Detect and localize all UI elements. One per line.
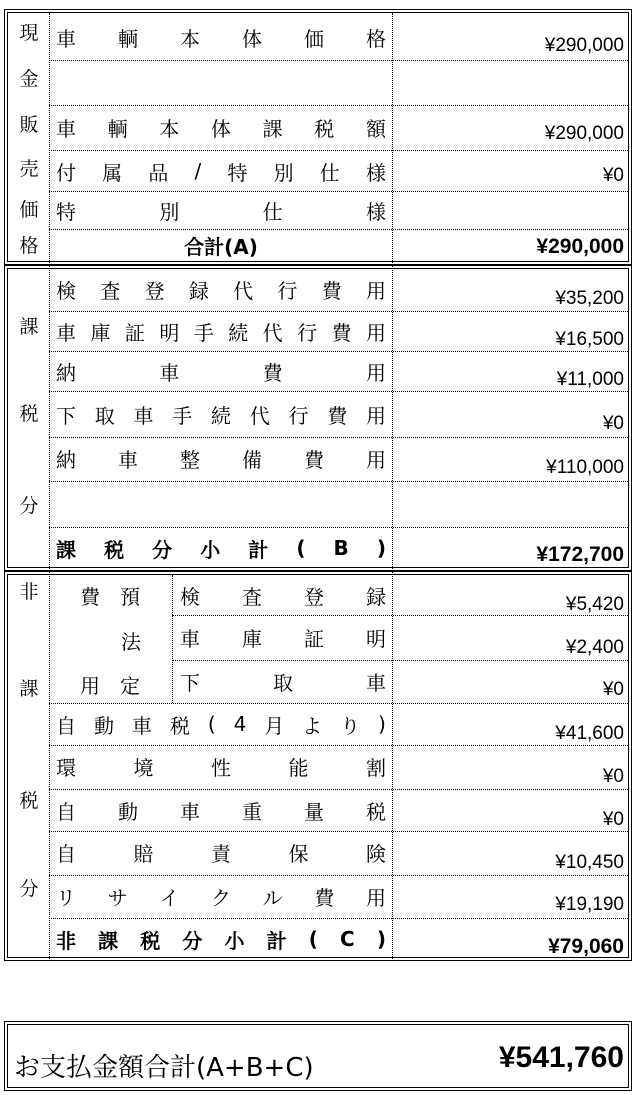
side-char: 価 bbox=[19, 199, 39, 221]
row-label: 車 庫 証 明 手 続 代 行 費 用 bbox=[56, 320, 386, 345]
row-label: 車 庫 証 明 bbox=[180, 626, 386, 651]
row-label: 検 査 登 録 代 行 費 用 bbox=[56, 278, 386, 303]
row-label: 自 賠 責 保 険 bbox=[56, 841, 386, 866]
side-char: 税 bbox=[19, 790, 39, 812]
row-value: ¥35,200 bbox=[555, 288, 624, 309]
row-label: 特 別 仕 様 bbox=[56, 199, 386, 224]
side-char: 金 bbox=[19, 68, 39, 90]
row-value: ¥10,450 bbox=[555, 852, 624, 873]
side-char: 課 bbox=[19, 316, 39, 338]
side-char: 格 bbox=[19, 235, 39, 257]
subtotal-a-value: ¥290,000 bbox=[536, 235, 624, 258]
side-char: 分 bbox=[19, 878, 39, 900]
group-label-divider bbox=[172, 575, 173, 703]
group-label-line: 法 bbox=[121, 629, 141, 654]
row-value: ¥290,000 bbox=[544, 35, 624, 56]
row-value: ¥0 bbox=[602, 809, 624, 830]
row-value: ¥0 bbox=[602, 413, 624, 434]
grand-total-value: ¥541,760 bbox=[498, 1041, 624, 1074]
row-value: ¥41,600 bbox=[555, 723, 624, 744]
side-char: 現 bbox=[19, 22, 39, 44]
side-char: 課 bbox=[19, 678, 39, 700]
row-label: 検 査 登 録 bbox=[180, 584, 386, 609]
side-char: 税 bbox=[19, 403, 39, 425]
side-char: 販 bbox=[19, 114, 39, 136]
row-label bbox=[56, 486, 386, 520]
row-label bbox=[56, 64, 386, 98]
row-value: ¥19,190 bbox=[555, 894, 624, 915]
row-label: 車 輌 本 体 課 税 額 bbox=[56, 116, 386, 141]
row-label: 付 属 品 / 特 別 仕 様 bbox=[56, 159, 386, 185]
value-column-divider bbox=[392, 13, 393, 961]
row-value: ¥0 bbox=[602, 679, 624, 700]
subtotal-b-label: 課 税 分 小 計 ( B ) bbox=[56, 536, 386, 562]
subtotal-c-value: ¥79,060 bbox=[548, 935, 624, 958]
side-char: 売 bbox=[19, 158, 39, 180]
subtotal-a-label: 合計(A) bbox=[184, 234, 258, 259]
row-value: ¥0 bbox=[602, 766, 624, 787]
row-value: ¥0 bbox=[602, 165, 624, 186]
row-label: 環 境 性 能 割 bbox=[56, 755, 386, 780]
row-label: 自 動 車 税 ( 4 月 よ り ) bbox=[56, 712, 386, 738]
row-label: 自 動 車 重 量 税 bbox=[56, 799, 386, 824]
group-label-line: 用 定 bbox=[80, 673, 140, 698]
subtotal-b-value: ¥172,700 bbox=[536, 543, 624, 566]
side-label-divider bbox=[49, 13, 50, 961]
row-value: ¥290,000 bbox=[544, 123, 624, 144]
side-char: 分 bbox=[19, 495, 39, 517]
row-value: ¥11,000 bbox=[556, 369, 624, 390]
row-label: 納 車 整 備 費 用 bbox=[56, 447, 386, 472]
grand-total-label: お支払金額合計(A+B+C) bbox=[14, 1053, 314, 1083]
row-value: ¥5,420 bbox=[565, 594, 624, 615]
row-label: 車 輌 本 体 価 格 bbox=[56, 26, 386, 51]
row-value: ¥16,500 bbox=[555, 329, 624, 350]
row-value: ¥2,400 bbox=[565, 637, 624, 658]
row-label: 下 取 車 手 続 代 行 費 用 bbox=[56, 403, 386, 428]
row-label: リ サ イ ク ル 費 用 bbox=[56, 885, 386, 910]
row-value: ¥110,000 bbox=[546, 457, 624, 478]
side-char: 非 bbox=[19, 581, 39, 603]
subtotal-c-label: 非 課 税 分 小 計 ( C ) bbox=[56, 927, 386, 953]
row-label: 納 車 費 用 bbox=[56, 360, 386, 385]
group-label-line: 費 預 bbox=[80, 584, 140, 609]
row-label: 下 取 車 bbox=[180, 670, 386, 695]
